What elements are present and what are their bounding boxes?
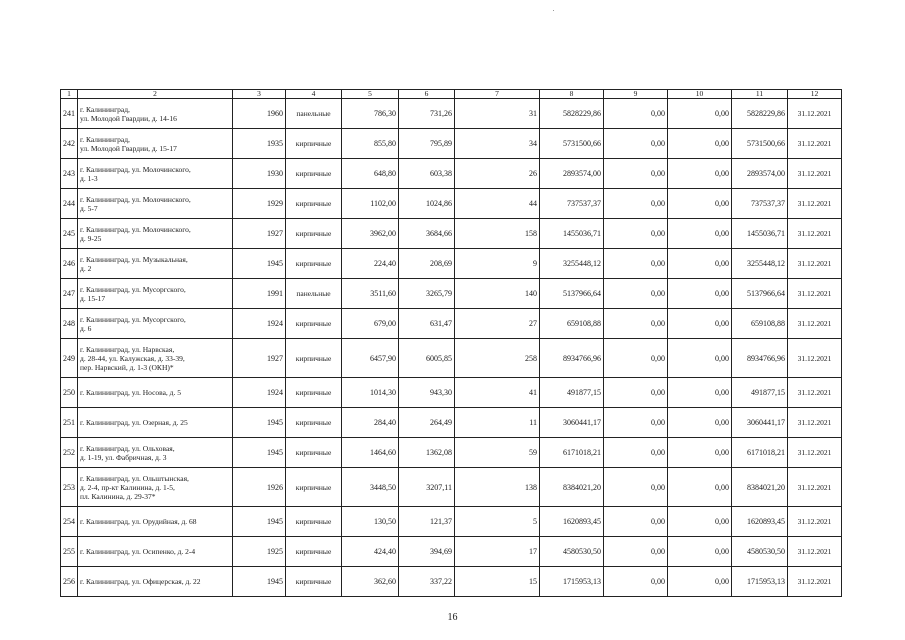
area-living-cell: 121,37 [399,507,455,537]
total-cell: 2893574,00 [732,159,788,189]
value-cell: 0,00 [668,507,732,537]
material-cell: кирпичные [286,219,342,249]
year-cell: 1927 [233,339,286,378]
date-cell: 31.12.2021 [788,99,842,129]
table-row [61,279,842,309]
total-cell: 5137966,64 [732,279,788,309]
year-cell: 1991 [233,279,286,309]
value-cell: 0,00 [668,279,732,309]
date-cell: 31.12.2021 [788,249,842,279]
residents-cell: 5 [455,507,540,537]
value-cell: 0,00 [604,537,668,567]
area-total-cell: 3511,60 [342,279,399,309]
residents-cell: 11 [455,408,540,438]
address-cell: г. Калининград, ул. Орудийная, д. 68 [78,507,233,537]
row-number: 244 [61,189,78,219]
area-total-cell: 284,40 [342,408,399,438]
total-cell: 1620893,45 [732,507,788,537]
page-number: 16 [447,612,458,623]
year-cell: 1945 [233,567,286,597]
total-cell: 1455036,71 [732,219,788,249]
table-row [61,339,842,378]
area-total-cell: 1464,60 [342,438,399,468]
material-cell: кирпичные [286,309,342,339]
date-cell: 31.12.2021 [788,339,842,378]
material-cell: панельные [286,99,342,129]
area-total-cell: 224,40 [342,249,399,279]
table-row [61,249,842,279]
cost-cell: 737537,37 [540,189,604,219]
year-cell: 1935 [233,129,286,159]
address-cell: г. Калининград, ул. Ольштынская, д. 2-4, пр-кт Калинина, д. 1-5, пл. Калинина, д. 29-37* [78,468,233,507]
material-cell: кирпичные [286,438,342,468]
column-header: 8 [540,90,604,99]
residents-cell: 140 [455,279,540,309]
cost-cell: 1715953,13 [540,567,604,597]
cost-cell: 3060441,17 [540,408,604,438]
area-total-cell: 424,40 [342,537,399,567]
address-cell: г. Калининград, ул. Мусоргского, д. 15-17 [78,279,233,309]
row-number: 249 [61,339,78,378]
material-cell: кирпичные [286,537,342,567]
table-row [61,408,842,438]
cost-cell: 3255448,12 [540,249,604,279]
date-cell: 31.12.2021 [788,219,842,249]
area-total-cell: 3448,50 [342,468,399,507]
column-header: 9 [604,90,668,99]
address-cell: г. Калининград, ул. Осипенко, д. 2-4 [78,537,233,567]
value-cell: 0,00 [604,219,668,249]
row-number: 248 [61,309,78,339]
column-header: 6 [399,90,455,99]
year-cell: 1945 [233,438,286,468]
address-cell: г. Калининград, ул. Носова, д. 5 [78,378,233,408]
cost-cell: 1455036,71 [540,219,604,249]
area-total-cell: 648,80 [342,159,399,189]
total-cell: 3255448,12 [732,249,788,279]
year-cell: 1925 [233,537,286,567]
residents-cell: 15 [455,567,540,597]
row-number: 254 [61,507,78,537]
column-header: 3 [233,90,286,99]
area-living-cell: 943,30 [399,378,455,408]
area-living-cell: 264,49 [399,408,455,438]
date-cell: 31.12.2021 [788,567,842,597]
year-cell: 1924 [233,378,286,408]
area-living-cell: 337,22 [399,567,455,597]
value-cell: 0,00 [668,339,732,378]
table-row [61,567,842,597]
total-cell: 1715953,13 [732,567,788,597]
table-row [61,537,842,567]
material-cell: панельные [286,279,342,309]
area-total-cell: 1102,00 [342,189,399,219]
row-number: 245 [61,219,78,249]
table-row [61,468,842,507]
address-cell: г. Калининград, ул. Молодой Гвардии, д. 14-16 [78,99,233,129]
cost-cell: 659108,88 [540,309,604,339]
area-living-cell: 6005,85 [399,339,455,378]
value-cell: 0,00 [604,279,668,309]
material-cell: кирпичные [286,408,342,438]
residents-cell: 138 [455,468,540,507]
total-cell: 3060441,17 [732,408,788,438]
date-cell: 31.12.2021 [788,309,842,339]
date-cell: 31.12.2021 [788,378,842,408]
date-cell: 31.12.2021 [788,129,842,159]
residents-cell: 9 [455,249,540,279]
table-row [61,309,842,339]
total-cell: 5731500,66 [732,129,788,159]
total-cell: 737537,37 [732,189,788,219]
value-cell: 0,00 [668,408,732,438]
total-cell: 5828229,86 [732,99,788,129]
value-cell: 0,00 [604,567,668,597]
date-cell: 31.12.2021 [788,159,842,189]
address-cell: г. Калининград, ул. Молодой Гвардии, д. 15-17 [78,129,233,159]
value-cell: 0,00 [668,378,732,408]
area-living-cell: 3684,66 [399,219,455,249]
year-cell: 1945 [233,408,286,438]
area-living-cell: 631,47 [399,309,455,339]
row-number: 252 [61,438,78,468]
value-cell: 0,00 [668,309,732,339]
address-cell: г. Калининград, ул. Молочинского, д. 9-25 [78,219,233,249]
date-cell: 31.12.2021 [788,507,842,537]
area-living-cell: 603,38 [399,159,455,189]
table-row [61,99,842,129]
year-cell: 1927 [233,219,286,249]
residents-cell: 17 [455,537,540,567]
material-cell: кирпичные [286,339,342,378]
cost-cell: 5137966,64 [540,279,604,309]
cost-cell: 8934766,96 [540,339,604,378]
value-cell: 0,00 [604,99,668,129]
value-cell: 0,00 [604,249,668,279]
date-cell: 31.12.2021 [788,189,842,219]
value-cell: 0,00 [668,189,732,219]
row-number: 243 [61,159,78,189]
area-living-cell: 1362,08 [399,438,455,468]
value-cell: 0,00 [604,159,668,189]
cost-cell: 6171018,21 [540,438,604,468]
row-number: 242 [61,129,78,159]
residents-cell: 31 [455,99,540,129]
date-cell: 31.12.2021 [788,438,842,468]
material-cell: кирпичные [286,129,342,159]
cost-cell: 491877,15 [540,378,604,408]
material-cell: кирпичные [286,567,342,597]
area-living-cell: 795,89 [399,129,455,159]
year-cell: 1945 [233,507,286,537]
total-cell: 8934766,96 [732,339,788,378]
row-number: 253 [61,468,78,507]
total-cell: 659108,88 [732,309,788,339]
area-total-cell: 6457,90 [342,339,399,378]
area-living-cell: 208,69 [399,249,455,279]
area-living-cell: 3207,11 [399,468,455,507]
material-cell: кирпичные [286,507,342,537]
table-row [61,507,842,537]
scan-artifact [553,10,554,11]
value-cell: 0,00 [668,99,732,129]
table-body [61,90,842,597]
value-cell: 0,00 [668,129,732,159]
value-cell: 0,00 [604,339,668,378]
total-cell: 6171018,21 [732,438,788,468]
column-header: 11 [732,90,788,99]
table-row [61,159,842,189]
cost-cell: 8384021,20 [540,468,604,507]
row-number: 250 [61,378,78,408]
value-cell: 0,00 [604,408,668,438]
cost-cell: 4580530,50 [540,537,604,567]
date-cell: 31.12.2021 [788,537,842,567]
value-cell: 0,00 [668,468,732,507]
value-cell: 0,00 [604,507,668,537]
cost-cell: 5731500,66 [540,129,604,159]
row-number: 255 [61,537,78,567]
date-cell: 31.12.2021 [788,468,842,507]
residents-cell: 158 [455,219,540,249]
table-row [61,438,842,468]
value-cell: 0,00 [604,129,668,159]
cost-cell: 2893574,00 [540,159,604,189]
year-cell: 1945 [233,249,286,279]
area-total-cell: 786,30 [342,99,399,129]
table-row [61,378,842,408]
material-cell: кирпичные [286,378,342,408]
column-header: 10 [668,90,732,99]
area-total-cell: 679,00 [342,309,399,339]
total-cell: 4580530,50 [732,537,788,567]
total-cell: 491877,15 [732,378,788,408]
value-cell: 0,00 [604,309,668,339]
area-living-cell: 394,69 [399,537,455,567]
date-cell: 31.12.2021 [788,408,842,438]
cost-cell: 5828229,86 [540,99,604,129]
address-cell: г. Калининград, ул. Нарвская, д. 28-44, ул. Калужская, д. 33-39, пер. Нарвский, д. 1-3 (ОКН)* [78,339,233,378]
row-number: 251 [61,408,78,438]
area-living-cell: 731,26 [399,99,455,129]
area-total-cell: 1014,30 [342,378,399,408]
address-cell: г. Калининград, ул. Музыкальная, д. 2 [78,249,233,279]
column-header: 2 [78,90,233,99]
residents-cell: 26 [455,159,540,189]
column-header: 12 [788,90,842,99]
area-living-cell: 1024,86 [399,189,455,219]
year-cell: 1926 [233,468,286,507]
residents-cell: 258 [455,339,540,378]
area-total-cell: 855,80 [342,129,399,159]
residents-cell: 27 [455,309,540,339]
value-cell: 0,00 [668,249,732,279]
area-total-cell: 3962,00 [342,219,399,249]
value-cell: 0,00 [604,438,668,468]
material-cell: кирпичные [286,249,342,279]
value-cell: 0,00 [668,219,732,249]
housing-table [60,89,842,597]
column-header: 7 [455,90,540,99]
address-cell: г. Калининград, ул. Молочинского, д. 5-7 [78,189,233,219]
row-number: 241 [61,99,78,129]
row-number: 247 [61,279,78,309]
value-cell: 0,00 [604,378,668,408]
year-cell: 1960 [233,99,286,129]
row-number: 256 [61,567,78,597]
residents-cell: 59 [455,438,540,468]
column-header: 1 [61,90,78,99]
address-cell: г. Калининград, ул. Мусоргского, д. 6 [78,309,233,339]
material-cell: кирпичные [286,189,342,219]
area-total-cell: 130,50 [342,507,399,537]
value-cell: 0,00 [668,438,732,468]
material-cell: кирпичные [286,159,342,189]
table-row [61,189,842,219]
header-row [61,90,842,99]
area-living-cell: 3265,79 [399,279,455,309]
date-cell: 31.12.2021 [788,279,842,309]
table-row [61,129,842,159]
residents-cell: 34 [455,129,540,159]
value-cell: 0,00 [668,537,732,567]
year-cell: 1930 [233,159,286,189]
value-cell: 0,00 [668,159,732,189]
residents-cell: 41 [455,378,540,408]
area-total-cell: 362,60 [342,567,399,597]
address-cell: г. Калининград, ул. Ольховая, д. 1-19, ул. Фабричная, д. 3 [78,438,233,468]
cost-cell: 1620893,45 [540,507,604,537]
column-header: 5 [342,90,399,99]
row-number: 246 [61,249,78,279]
address-cell: г. Калининград, ул. Молочинского, д. 1-3 [78,159,233,189]
total-cell: 8384021,20 [732,468,788,507]
year-cell: 1924 [233,309,286,339]
residents-cell: 44 [455,189,540,219]
column-header: 4 [286,90,342,99]
value-cell: 0,00 [604,189,668,219]
year-cell: 1929 [233,189,286,219]
material-cell: кирпичные [286,468,342,507]
address-cell: г. Калининград, ул. Офицерская, д. 22 [78,567,233,597]
address-cell: г. Калининград, ул. Озерная, д. 25 [78,408,233,438]
value-cell: 0,00 [668,567,732,597]
table-row [61,219,842,249]
value-cell: 0,00 [604,468,668,507]
